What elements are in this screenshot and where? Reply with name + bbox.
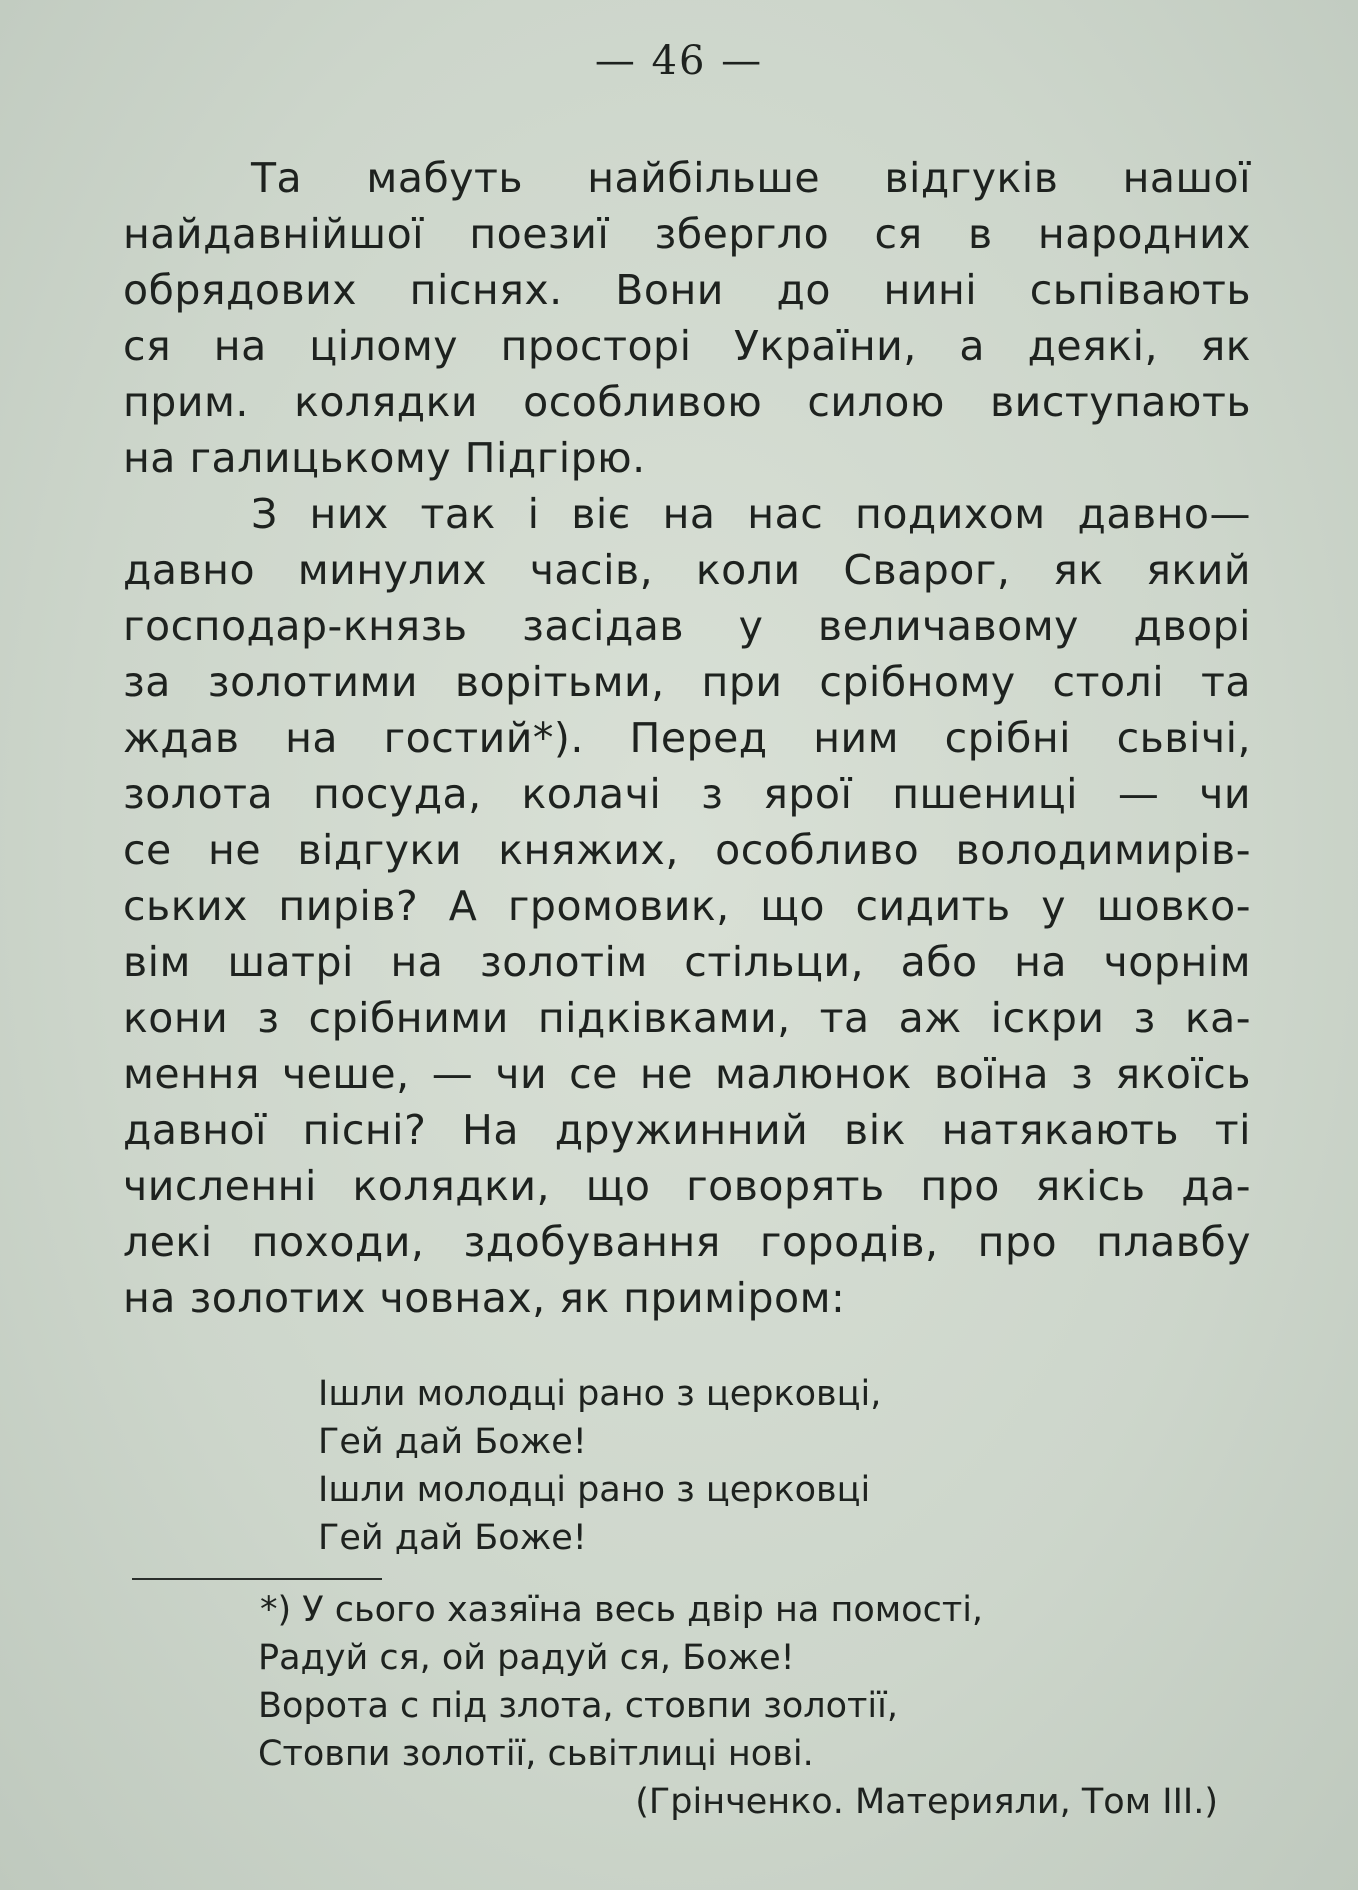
text-line: обрядових піснях. Вони до нині сьпівають	[123, 266, 1251, 314]
text-line: господар-князь засідав у величавому дворі	[123, 602, 1251, 650]
text-line: прим. колядки особливою силою виступають	[123, 378, 1251, 426]
verse-line: Ішли молодці рано з церковці	[318, 1470, 871, 1510]
text-line: на галицькому Підгірю.	[123, 434, 646, 482]
footnote-line: Ворота с під злота, стовпи золотії,	[258, 1686, 898, 1726]
text-line: на золотих човнах, як приміром:	[123, 1274, 846, 1322]
text-line: се не відгуки княжих, особливо володимирів-	[123, 826, 1251, 874]
text-line: кони з срібними підківками, та аж іскри з ка-	[123, 994, 1251, 1042]
footnote-line: *) У сього хазяїна весь двір на помості,	[260, 1590, 984, 1630]
text-line: ждав на гостий*). Перед ним срібні сьвічі,	[123, 714, 1251, 762]
footnote-line: Стовпи золотії, сьвітлиці нові.	[258, 1734, 814, 1774]
verse-line: Ішли молодці рано з церковці,	[318, 1374, 882, 1414]
text-line: ських пирів? А громовик, що сидить у шовко-	[123, 882, 1251, 930]
main-text	[123, 150, 1251, 1326]
footnote-block	[258, 1586, 1218, 1826]
text-line: З них так і віє на нас подихом давно—	[251, 490, 1251, 538]
text-line: давно минулих часів, коли Сварог, як який	[123, 546, 1251, 594]
text-line: ся на цілому просторі України, а деякі, як	[123, 322, 1251, 370]
text-line: мення чеше, — чи се не малюнок воїна з якоїсь	[123, 1050, 1251, 1098]
text-line: давної пісні? На дружинний вік натякають ті	[123, 1106, 1251, 1154]
footnote-source: (Грінченко. Материяли, Том III.)	[635, 1782, 1218, 1822]
text-line: Та мабуть найбільше відгуків нашої	[251, 154, 1251, 202]
text-line: золота посуда, колачі з ярої пшениці — чи	[123, 770, 1251, 818]
verse-block	[318, 1370, 881, 1562]
verse-line: Гей дай Боже!	[318, 1422, 587, 1462]
footnote-line: Радуй ся, ой радуй ся, Боже!	[258, 1638, 795, 1678]
text-line: численні колядки, що говорять про якісь да-	[123, 1162, 1251, 1210]
text-line: за золотими ворітьми, при срібному столі та	[123, 658, 1251, 706]
page-number: — 46 —	[594, 38, 764, 84]
text-line: вім шатрі на золотім стільци, або на чорнім	[123, 938, 1251, 986]
text-line: найдавнійшої поезиї збергло ся в народних	[123, 210, 1251, 258]
footnote-divider	[132, 1578, 382, 1580]
verse-line: Гей дай Боже!	[318, 1518, 587, 1558]
text-line: лекі походи, здобування городів, про плавбу	[123, 1218, 1251, 1266]
